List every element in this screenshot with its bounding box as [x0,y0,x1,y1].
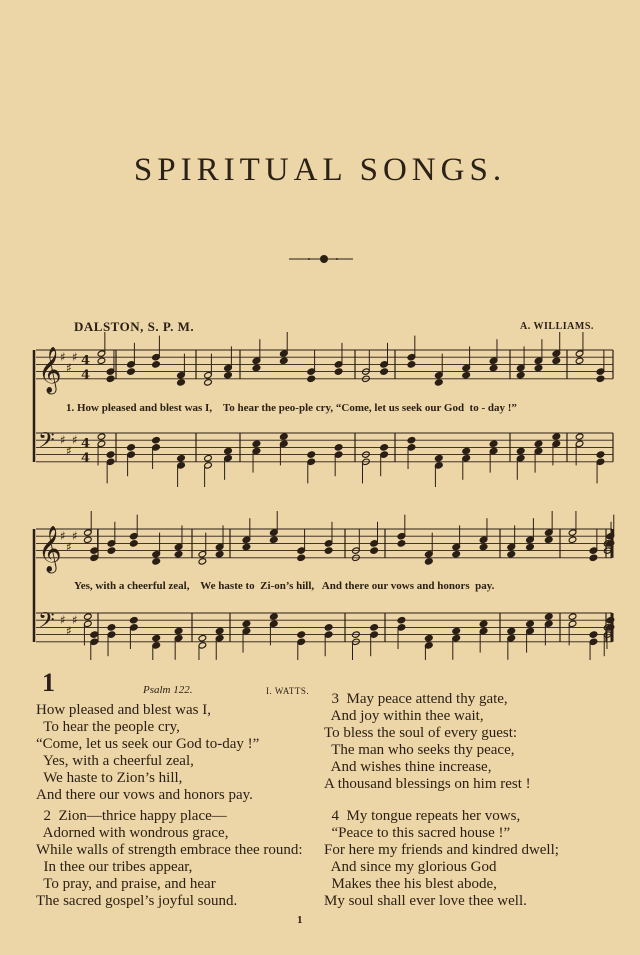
sharp-sign: ♯ [72,529,78,544]
note-head [425,558,434,565]
note-head [397,540,406,547]
bass-clef: 𝄢 [38,608,55,639]
note-head [297,554,306,561]
sharp-sign: ♯ [60,613,66,628]
note-head [552,433,561,440]
note-head [544,613,553,620]
sharp-sign: ♯ [60,529,66,544]
hymn-author: I. WATTS. [266,686,310,696]
composer: A. WILLIAMS. [520,321,594,332]
verse-1 [36,702,259,804]
verse-line: How pleased and blest was I, [36,702,211,718]
note-head [270,536,279,543]
verse-line: In thee our tribes appear, [36,859,193,875]
note-head [224,372,233,379]
note-head [215,551,224,558]
note-head [370,624,379,631]
treble-clef: 𝄞 [38,526,62,573]
note-head [589,554,598,561]
sharp-sign: ♯ [66,361,72,375]
psalm-reference: Psalm 122. [143,684,193,696]
note-head [215,627,224,634]
verse-line: Makes thee his blest abode, [324,876,497,892]
verse-line: 4 My tongue repeats her vows, [324,808,521,824]
note-head [107,624,116,631]
note-head [544,536,553,543]
sharp-sign: ♯ [72,350,78,365]
note-head [307,451,316,458]
sharp-sign: ♯ [60,433,66,448]
verse-4 [324,808,559,910]
verse-line: My soul shall ever love thee well. [324,893,527,909]
verse-line: We haste to Zion’s hill, [36,770,183,786]
lyric-line-1: 1. How pleased and blest was I, To hear the peo-ple cry, “Come, let us seek our God to - day !” [66,402,517,414]
verse-line: To hear the people cry, [36,719,180,735]
note-head [224,447,233,454]
note-head [507,627,516,634]
verse-line: To pray, and praise, and hear [36,876,216,892]
note-head [270,613,279,620]
hymn-number: 1 [42,668,55,697]
note-head [568,613,577,620]
verse-line: Adorned with wondrous grace, [36,825,229,841]
note-head [596,375,605,382]
note-head [552,357,561,364]
time-signature: 4 [81,367,91,383]
verse-line: “Peace to this sacred house !” [324,825,511,841]
note-head [380,368,389,375]
note-head [489,440,498,447]
note-head [425,635,434,642]
note-head [130,540,139,547]
note-head [462,447,471,454]
verse-line: And joy within thee wait, [324,708,484,724]
note-head [90,554,99,561]
verse-line: While walls of strength embrace thee round: [36,842,303,858]
note-head [397,617,406,624]
note-head [297,631,306,638]
verse-line: And there our vows and honors pay. [36,787,253,803]
note-head [152,558,161,565]
sharp-sign: ♯ [66,540,72,554]
note-head [198,635,207,642]
note-head [97,433,106,440]
note-head [324,547,333,554]
note-head [177,455,186,462]
note-head [516,447,525,454]
note-head [152,437,161,444]
note-head [575,433,584,440]
tune-name: DALSTON, S. P. M. [74,319,195,334]
note-head [489,364,498,371]
page-title: SPIRITUAL SONGS. [133,152,507,188]
note-head [452,551,461,558]
note-head [177,379,186,386]
verse-line: 3 May peace attend thy gate, [324,691,508,707]
note-head [589,631,598,638]
verse-3 [324,691,531,793]
note-head [152,361,161,368]
note-head [152,635,161,642]
note-head [242,620,251,627]
verse-line: The sacred gospel’s joyful sound. [36,893,238,909]
note-head [280,357,289,364]
note-head [84,613,93,620]
note-head [380,444,389,451]
note-head [452,627,461,634]
note-head [252,440,261,447]
verse-line: A thousand blessings on him rest ! [324,776,531,792]
note-head [242,543,251,550]
note-head [84,536,93,543]
note-head [130,617,139,624]
sharp-sign: ♯ [66,624,72,638]
note-head [174,551,183,558]
note-head [127,368,136,375]
verse-line: “Come, let us seek our God to-day !” [36,736,260,752]
note-head [280,433,289,440]
time-signature: 4 [81,450,91,466]
note-head [334,368,343,375]
note-head [435,455,444,462]
note-head [407,437,416,444]
time-signature: 4 [81,353,91,369]
sharp-sign: ♯ [66,444,72,458]
verse-line: For here my friends and kindred dwell; [324,842,559,858]
verse-2 [36,808,303,910]
note-head [127,444,136,451]
note-head [462,372,471,379]
page-number: 1 [297,914,303,926]
verse-line: 2 Zion—thrice happy place— [36,808,227,824]
note-head [435,379,444,386]
verse-line: And since my glorious God [324,859,497,875]
note-head [370,547,379,554]
verse-line: The man who seeks thy peace, [324,742,515,758]
sharp-sign: ♯ [72,433,78,448]
time-signature: 4 [81,436,91,452]
note-head [575,357,584,364]
note-head [174,627,183,634]
note-head [534,364,543,371]
note-head [534,440,543,447]
verse-line: And wishes thine increase, [324,759,492,775]
note-head [307,375,316,382]
note-head [90,631,99,638]
sharp-sign: ♯ [72,613,78,628]
note-head [106,451,115,458]
note-head [107,547,116,554]
note-head [324,624,333,631]
note-head [334,444,343,451]
note-head [479,543,488,550]
verse-line: Yes, with a cheerful zeal, [36,753,194,769]
note-head [526,543,535,550]
note-head [407,361,416,368]
treble-clef: 𝄞 [38,347,62,394]
note-head [526,620,535,627]
verse-line: To bless the soul of every guest: [324,725,518,741]
note-head [97,357,106,364]
lyric-line-2: Yes, with a cheerful zeal, We haste to Zi-on’s hill, And there our vows and honors pay. [74,580,495,592]
note-head [204,379,213,386]
note-head [479,620,488,627]
note-head [252,364,261,371]
note-head [568,536,577,543]
note-head [198,558,207,565]
note-head [596,451,605,458]
note-head [516,372,525,379]
sharp-sign: ♯ [60,350,66,365]
note-head [106,375,115,382]
bass-clef: 𝄢 [38,428,55,459]
note-head [204,455,213,462]
note-head [507,551,516,558]
